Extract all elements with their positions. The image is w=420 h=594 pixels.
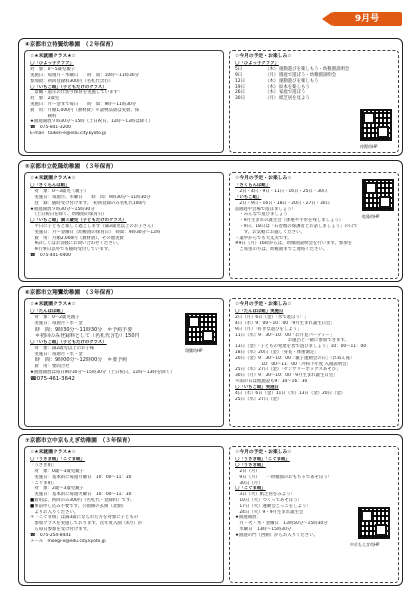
info-line: 18日（水）20日（金）「身長・体重測定」 [235,350,319,356]
pre-enrollment-box [24,50,224,153]
info-line: 〇「うさぎ組」 [235,463,266,469]
pre-enrollment-box [24,172,224,279]
phone-number: ☎075-461-3642 [30,375,75,382]
info-line: 30日（月） [235,480,263,486]
pre-enrollment-box [24,446,224,583]
box-heading: ☆今月の予定・お楽しみ☆ [235,450,292,455]
info-line: 17日（火）運動会ごっこをしよう！ [235,503,311,509]
qr-caption: 翔鸞幼HP [185,348,203,353]
info-line: 平日に子どもと楽しく過ごします（満3歳児以上のお子さん） [30,224,156,230]
info-line: 〇「さくらんぼ組」 [30,183,70,189]
info-line: 実施日：月～金曜日（幼稚園の保育日） 時間：9時30分～12時 [30,229,161,235]
phone-number: ☎ 075-254-8441 [30,532,71,538]
schedule-weekday: （月） [265,72,279,78]
box-heading: ☆★未就園クラス★☆ [30,54,76,59]
info-line: 月・火・木・金曜日 13時50分～15時30分 [235,521,328,527]
info-line: 費 用：月額1,000円（教材費）＊諸物品費は実費、保 [30,107,140,113]
info-line: 対 象：0～5歳児親子 [30,67,76,73]
qr-code-icon[interactable] [360,109,392,141]
section-moegi [18,434,403,586]
info-line: ＊雨の日は他施設も9：30～16：30 [235,379,308,385]
month-label: 9月号 [332,12,402,26]
info-line: 9日（月）「好きな遊びをしよう」 [235,326,302,332]
info-line: 実施日：毎週月・水・金 [30,351,83,357]
info-line: ※詳しくはお気軽にお問い合わせください。 [30,241,122,247]
info-line: 10日（火）つくってあそぼう！ [235,498,302,504]
info-line: 30日（月）9：30～10：00「9月生まれ誕生日会」 [235,373,338,379]
qr-code-icon[interactable] [185,313,217,345]
info-line: 〇「いちご組」満３歳児（子どもだけのクラス） [30,218,127,224]
schedule-weekday: （木） [265,67,279,73]
info-line: ご希望の方は、幼稚園までご連絡ください。 [235,247,328,253]
info-line: ★園庭開放９時30分～15時（土日祝日、12時～13時は除く） [30,119,153,125]
info-line: 〇「いちご組」（子どもだけのクラス） [30,84,107,90]
box-heading: ☆今月の予定・お楽しみ☆ [235,176,292,181]
schedule-event: 絵本を楽しもう [279,84,310,90]
info-line: 〇「いちご組」（子どもだけのクラス） [30,339,107,345]
info-line: お風呂と一緒に参加できます。 [235,338,349,344]
schedule-date: 26日 [235,90,245,96]
info-line: 〇「いちご組」実施日 [235,384,279,390]
info-line: 時 間：9時30分～11時30分 ＊予約不要 [30,326,133,333]
section-title: ⑦京都市立中京もえぎ幼稚園 （３年保育） [25,438,134,444]
info-line: ★園庭開放９時30分～15時30分 [30,206,95,212]
info-line: 参加クラスを実施しております。次年度入園（4月）か [30,521,143,527]
info-line: 「うさぎ組」 [30,463,57,469]
info-line: ・遠中からでも大丈夫です。 [235,235,292,241]
info-line: よりお入りください。 [30,509,79,515]
section-title: ⑤京都市立乾隆幼稚園 （３年保育） [25,164,117,170]
info-line: 対 象：0～2歳児親子 [30,315,80,321]
info-line: ＊初回のみ登録料として（名札代含む）150円 [30,333,140,340]
info-line: ◎園庭や会場で遊ぼましょう！ [235,206,296,212]
info-line: 実施日：毎週月、水曜日 時 間：9時30分～11時30分 [30,194,151,200]
info-line: ・9日、18日は「石巻地の保護者とお話しましょう」の日で [235,224,358,230]
schedule-date: 12日 [235,78,245,84]
info-line: ＊「こぐま組」は満3歳になられた方を対象に子どもの [30,515,139,521]
info-line: ・9月生まれの誕生会（体重や手形を残しましょう） [235,218,344,224]
schedule-weekday: （木） [265,84,279,90]
box-heading: ☆★未就園クラス★☆ [30,450,76,455]
schedule-event: 家庭で遊ぼう [279,90,306,96]
info-line: 10：00～11：00「冷和下年度 入園説明会」 [235,361,351,367]
section-kenryu [18,160,403,282]
info-line: 11日（水）9：30～10：00「お月見パーティー」 [235,332,335,338]
schedule-row [235,96,393,102]
info-line: 2日（月）6日（金）「水で遊ぼう！」 [235,315,309,321]
info-line: 対 象：2歳児 [30,96,60,102]
info-line: 対 象：満2歳児以上のお子様 [30,345,95,351]
info-line: ■事前申し込み不要です。公園側の玄関（北側） [30,503,127,509]
qr-caption: 中京もえぎ幼HP [350,542,380,547]
info-line: 「さくらんぼ組」 [235,183,271,189]
schedule-date: 5日 [235,67,243,73]
info-line: 実施日：基本的に毎週火曜日 10：00～11：30 [30,492,132,498]
qr-caption: 待賢幼HP [360,144,378,149]
schedule-date: 19日 [235,84,245,90]
info-line: 2日（月） [235,468,260,474]
info-line: 実施日：毎週月・木曜日 時 間：10時～11時30分 [30,72,139,78]
info-line: 費 用：要問合せ [30,363,70,369]
schedule-event: 運動遊びを楽しもう・幼稚園説明会 [279,67,350,73]
info-line: 「いちご組」 [235,194,262,200]
info-line: ら毎日参加を受け付けます。 [30,527,92,533]
info-line: 景観・道示の仕切り保育を実施しています！ [30,90,123,96]
info-line: ・みんなで遊びましょう [235,212,288,218]
box-heading: ☆今月の予定・お楽しみ☆ [235,302,292,307]
schedule-weekday: （木） [265,78,279,84]
info-line: 25日（水）27日（金）「センサリーボックスあそび」 [235,367,341,373]
info-line: 13日（金）「子どもの発達を皆で遊びましょう」10：00～11：00 [235,344,367,350]
info-line: ※9日（月）16時からは、幼稚園説明会を行います。参加を [235,241,353,247]
section-taiken [18,38,403,156]
schedule-box [229,50,399,153]
info-line: す。お気軽にお越しください。 [235,229,305,235]
info-line: （土日祝日を除く、幼稚園の保育日） [30,212,107,218]
qr-code-icon[interactable] [358,507,390,539]
schedule-weekday: （木） [265,90,279,96]
box-heading: ☆★未就園クラス★☆ [30,176,76,181]
info-line: ※行事日以外でも随時受付しています。 [30,247,113,253]
info-line: 「こぐま組」 [30,480,57,486]
info-line: 4日（水）9：00～10：00「9月生まれ誕生日会」 [235,320,335,326]
schedule-event: 運動遊びを楽しもう [279,78,319,84]
qr-caption: 乾隆幼HP [362,214,380,219]
info-line: 対 象：0歳～3歳児親子 [30,468,84,474]
qr-code-icon[interactable] [362,179,394,211]
info-line: 20日（金）9：30～10：00「親子運動会の日」〈れぬん座〉 [235,355,355,361]
schedule-list [235,67,393,102]
info-line: 実施日：基本的に毎週月曜日 10：00～11：30 [30,474,132,480]
section-title: ④京都市立待賢幼稚園 （２年保育） [25,42,117,48]
info-line: ■費用は、初回のみ300円（名札代・登録料）です。 [30,498,135,504]
pre-enrollment-box [24,298,224,427]
info-line: 〇「うさぎ組」「こぐま組」 [30,457,85,463]
info-line: 2日・9日・16日・18日・20日・27日・30日 [235,200,330,206]
schedule-event: 園庭で遊ぼう・幼稚園説明会 [279,72,337,78]
info-line: 〇「うさぎ組」「こぐま組」 [235,457,290,463]
info-line: 実施日：月～金まで毎日 時 間：9時～11時30分 [30,102,137,108]
info-line: 3日（火）紙芝居をみよう！ [235,492,295,498]
phone-number: ☎ 075-441-0400 [30,253,71,259]
info-line: 〇「たんぽぽ組」実施日 [235,309,284,315]
info-line: 費 用：月額2,000円（教材費）、その他実費 [30,235,124,241]
info-line: ★園庭開放： [235,515,261,521]
info-line: 〇「たんぽぽ組」 [30,309,66,315]
info-line: 9日（月） 一幼稚園のおもちゃであそぼう！ [235,474,333,480]
info-line: 険料 [30,113,57,119]
schedule-date: 30日 [235,96,245,102]
info-line: 参加費：初回登録料300円（名札代含む） [30,78,114,84]
info-line: ★園庭の門（西側）からお入りください。 [235,532,318,538]
schedule-box [229,446,399,583]
section-shoran [18,286,403,430]
info-line: ★園庭開放は毎日9時30分～15時30分（土日祝日、12時～13時を除く） [30,369,175,375]
info-line: 24日（火）9・9月生まれ誕生会 [235,509,304,515]
info-line: 25日（水）27日（金） [235,396,282,402]
info-line: 実施日：毎週月・水・金 [30,320,83,326]
schedule-weekday: （月） [265,96,279,102]
section-title: ⑥京都市立翔鸞幼稚園 （３年保育） [25,290,117,296]
info-line: 〇「ひよっ子クラブ」 [30,61,74,67]
schedule-box [229,298,399,427]
info-line: 対 象：0～3歳児（親子） [30,189,89,195]
info-line: 登 録：随時受け付けます。 初回登録のみ名札代100円 [30,200,146,206]
class-name: 〇「ひよっ子クラブ」 [235,61,279,67]
schedule-date: 9日 [235,72,243,78]
info-line: 水曜日 13時～15時30分 [235,527,292,533]
info-line: 2日・4日・9日・11日・16日・25日・30日 [235,189,328,195]
info-line: 時 間：9時00分～12時00分 ＊要予約 [30,357,128,364]
box-heading: ☆今月の予定・お楽しみ☆ [235,54,292,59]
box-heading: ☆★未就園クラス★☆ [30,302,76,307]
email-address[interactable]: E-mail taiken-e@edu.city.kyoto.jp [30,131,107,137]
email-address[interactable]: メール moegi-e@edu.city.kyoto.jp [30,538,106,544]
schedule-event: 紙芝居を見よう [279,96,310,102]
schedule-box [229,172,399,279]
info-line: 〇「こぐま組」 [235,486,266,492]
info-line: 4日（水）6日（金）11日（水）13日（金）20日（金） [235,390,346,396]
info-line: 対 象：2歳～3歳児親子 [30,486,84,492]
phone-number: ☎ 075-841-3200 [30,125,71,131]
